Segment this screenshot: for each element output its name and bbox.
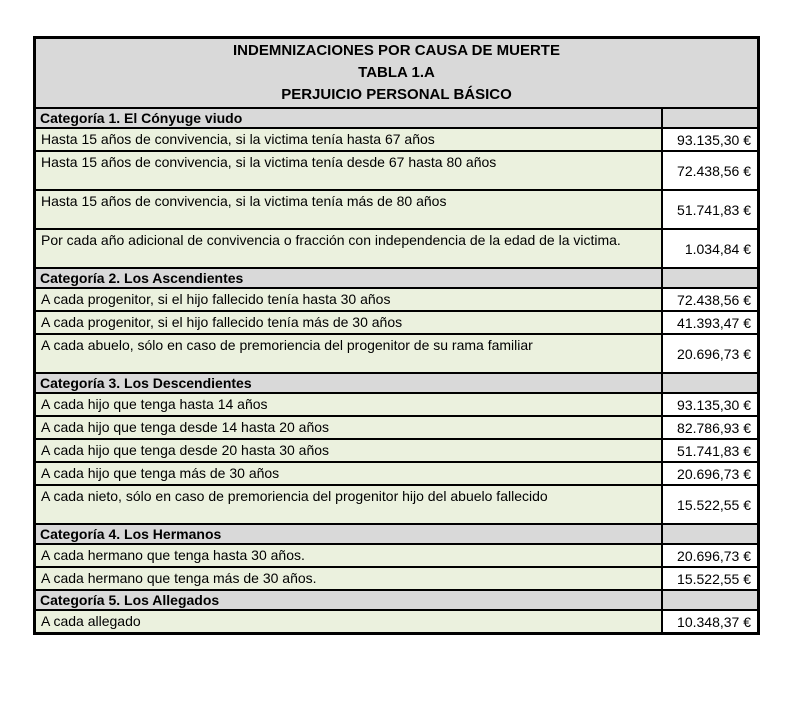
- concept-cell: A cada progenitor, si el hijo fallecido tenía hasta 30 años: [35, 288, 662, 311]
- concept-cell: A cada abuelo, sólo en caso de premoriencia del progenitor de su rama familiar: [35, 334, 662, 373]
- concept-cell: A cada hermano que tenga más de 30 años.: [35, 567, 662, 590]
- amount-cell: 51.741,83 €: [662, 190, 759, 229]
- concept-cell: A cada progenitor, si el hijo fallecido tenía más de 30 años: [35, 311, 662, 334]
- amount-cell: 41.393,47 €: [662, 311, 759, 334]
- amount-cell: 93.135,30 €: [662, 393, 759, 416]
- title-line-subtitle: PERJUICIO PERSONAL BÁSICO: [281, 86, 512, 103]
- table-row: [35, 485, 759, 524]
- amount-cell: 15.522,55 €: [662, 485, 759, 524]
- table-body: [35, 108, 759, 634]
- category-label: Categoría 5. Los Allegados: [35, 590, 662, 610]
- amount-cell: 15.522,55 €: [662, 567, 759, 590]
- table-row: [35, 334, 759, 373]
- concept-cell: A cada nieto, sólo en caso de premoriencia del progenitor hijo del abuelo fallecido: [35, 485, 662, 524]
- table-title: [35, 38, 759, 109]
- indemnizaciones-table: [33, 36, 760, 635]
- category-label: Categoría 3. Los Descendientes: [35, 373, 662, 393]
- amount-cell: 72.438,56 €: [662, 151, 759, 190]
- table-row: [35, 462, 759, 485]
- amount-cell: 93.135,30 €: [662, 128, 759, 151]
- amount-cell: 20.696,73 €: [662, 544, 759, 567]
- concept-cell: A cada hijo que tenga más de 30 años: [35, 462, 662, 485]
- category-label: Categoría 1. El Cónyuge viudo: [35, 108, 662, 128]
- concept-cell: A cada hijo que tenga desde 14 hasta 20 años: [35, 416, 662, 439]
- amount-cell: 1.034,84 €: [662, 229, 759, 268]
- table-row: [35, 416, 759, 439]
- amount-cell: 51.741,83 €: [662, 439, 759, 462]
- amount-cell: 20.696,73 €: [662, 334, 759, 373]
- table-row: [35, 151, 759, 190]
- category-amount-spacer: [662, 524, 759, 544]
- concept-cell: Hasta 15 años de convivencia, si la victima tenía desde 67 hasta 80 años: [35, 151, 662, 190]
- amount-cell: 82.786,93 €: [662, 416, 759, 439]
- category-header-row: [35, 268, 759, 288]
- table-row: [35, 288, 759, 311]
- table-row: [35, 128, 759, 151]
- table-row: [35, 393, 759, 416]
- title-line-table-number: TABLA 1.A: [358, 64, 435, 81]
- concept-cell: A cada hermano que tenga hasta 30 años.: [35, 544, 662, 567]
- concept-cell: Por cada año adicional de convivencia o fracción con independencia de la edad de la victima.: [35, 229, 662, 268]
- category-header-row: [35, 524, 759, 544]
- table-row: [35, 567, 759, 590]
- category-label: Categoría 2. Los Ascendientes: [35, 268, 662, 288]
- category-label: Categoría 4. Los Hermanos: [35, 524, 662, 544]
- category-amount-spacer: [662, 268, 759, 288]
- table-row: [35, 229, 759, 268]
- table-title-row: [35, 38, 759, 109]
- amount-cell: 72.438,56 €: [662, 288, 759, 311]
- table-row: [35, 544, 759, 567]
- concept-cell: Hasta 15 años de convivencia, si la victima tenía más de 80 años: [35, 190, 662, 229]
- concept-cell: A cada allegado: [35, 610, 662, 634]
- category-amount-spacer: [662, 373, 759, 393]
- category-amount-spacer: [662, 108, 759, 128]
- concept-cell: A cada hijo que tenga desde 20 hasta 30 años: [35, 439, 662, 462]
- table-row: [35, 311, 759, 334]
- category-header-row: [35, 373, 759, 393]
- table-row: [35, 439, 759, 462]
- table-row: [35, 610, 759, 634]
- amount-cell: 20.696,73 €: [662, 462, 759, 485]
- category-header-row: [35, 590, 759, 610]
- amount-cell: 10.348,37 €: [662, 610, 759, 634]
- category-header-row: [35, 108, 759, 128]
- concept-cell: Hasta 15 años de convivencia, si la victima tenía hasta 67 años: [35, 128, 662, 151]
- category-amount-spacer: [662, 590, 759, 610]
- table-row: [35, 190, 759, 229]
- concept-cell: A cada hijo que tenga hasta 14 años: [35, 393, 662, 416]
- title-line-main: INDEMNIZACIONES POR CAUSA DE MUERTE: [233, 42, 560, 59]
